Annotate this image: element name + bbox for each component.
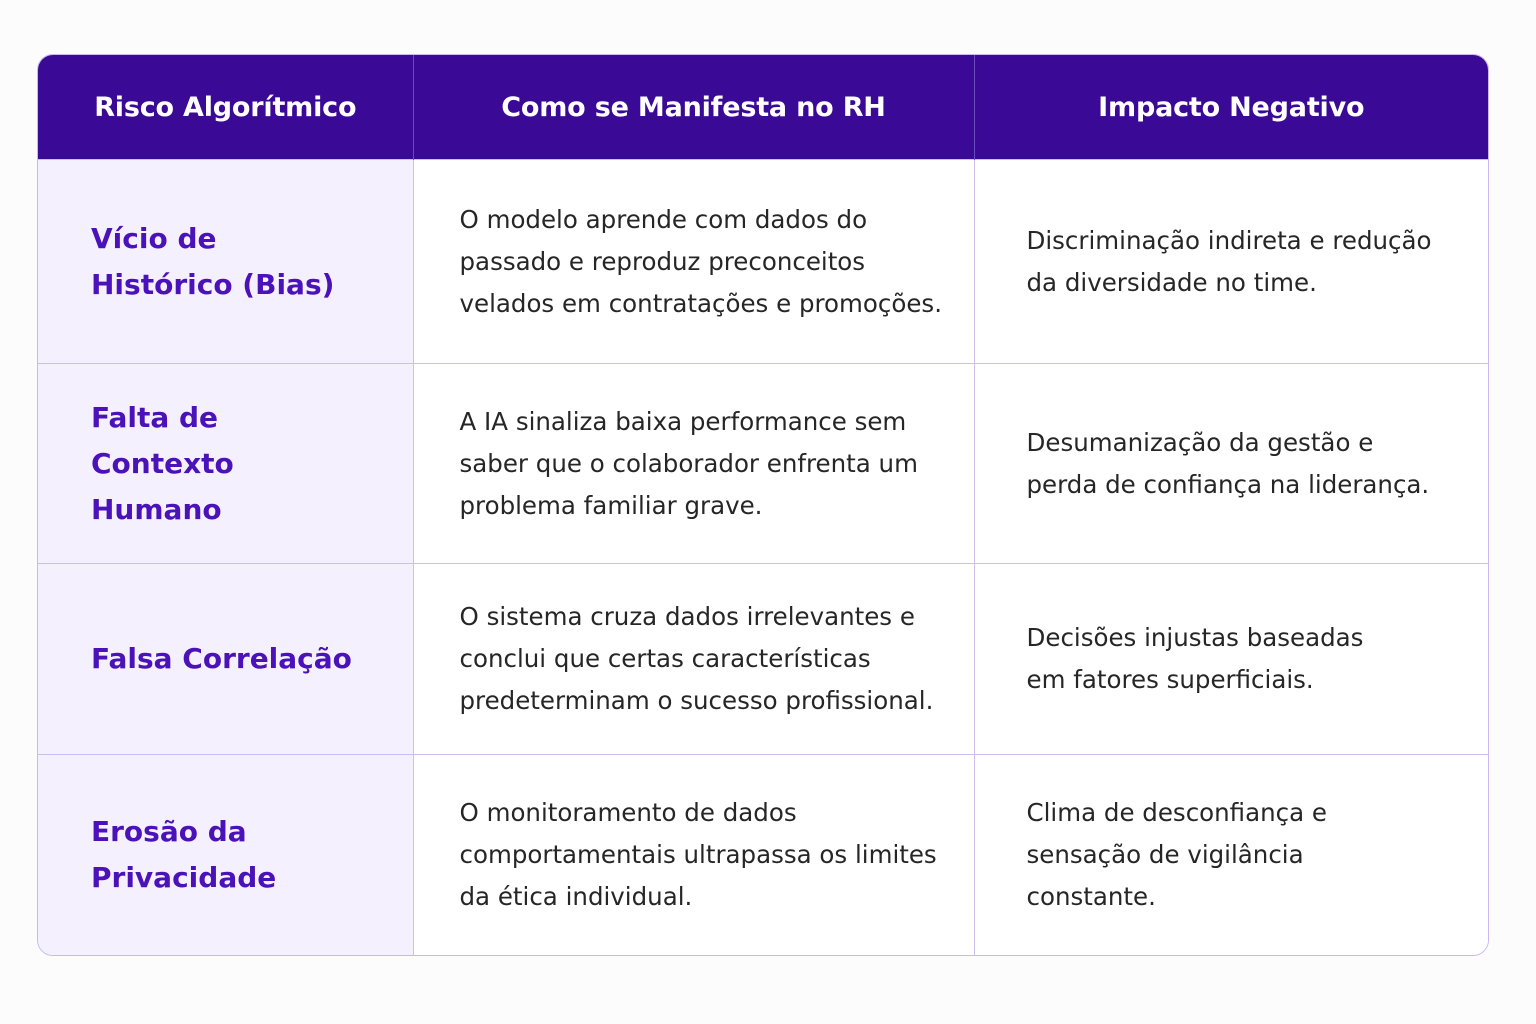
header-how: Como se Manifesta no RH	[413, 55, 974, 160]
risk-name: Vício de Histórico (Bias)	[91, 221, 335, 301]
table-row	[38, 564, 1488, 755]
risk-cell	[38, 364, 413, 564]
impact-cell	[974, 564, 1488, 755]
risk-table	[38, 55, 1488, 955]
impact-text: Decisões injustas baseadas em fatores superficiais.	[1026, 623, 1364, 694]
how-text: O modelo aprende com dados do passado e reproduz preconceitos velados em contratações e promoções.	[459, 204, 942, 318]
table-row	[38, 755, 1488, 956]
risk-name: Falsa Correlação	[91, 642, 352, 675]
risk-table-card	[37, 54, 1489, 956]
table-row	[38, 364, 1488, 564]
how-text: A IA sinaliza baixa performance sem saber que o colaborador enfrenta um problema familiar grave.	[459, 406, 918, 520]
how-cell	[413, 755, 974, 956]
header-risk: Risco Algorítmico	[38, 55, 413, 160]
risk-cell	[38, 564, 413, 755]
impact-cell	[974, 364, 1488, 564]
risk-name: Falta de Contexto Humano	[91, 400, 234, 526]
risk-cell	[38, 160, 413, 364]
risk-cell	[38, 755, 413, 956]
header-impact: Impacto Negativo	[974, 55, 1488, 160]
impact-cell	[974, 160, 1488, 364]
impact-text: Desumanização da gestão e perda de confiança na liderança.	[1026, 427, 1430, 499]
table-row	[38, 160, 1488, 364]
how-text: O monitoramento de dados comportamentais ultrapassa os limites da ética individual.	[459, 798, 937, 911]
impact-text: Clima de desconfiança e sensação de vigilância constante.	[1026, 798, 1327, 911]
how-cell	[413, 160, 974, 364]
impact-cell	[974, 755, 1488, 956]
table-header-row	[38, 55, 1488, 160]
impact-text: Discriminação indireta e redução da diversidade no time.	[1026, 225, 1432, 297]
how-cell	[413, 364, 974, 564]
risk-name: Erosão da Privacidade	[91, 815, 277, 894]
how-cell	[413, 564, 974, 755]
how-text: O sistema cruza dados irrelevantes e conclui que certas características predeterminam o sucesso profissional.	[459, 602, 934, 715]
